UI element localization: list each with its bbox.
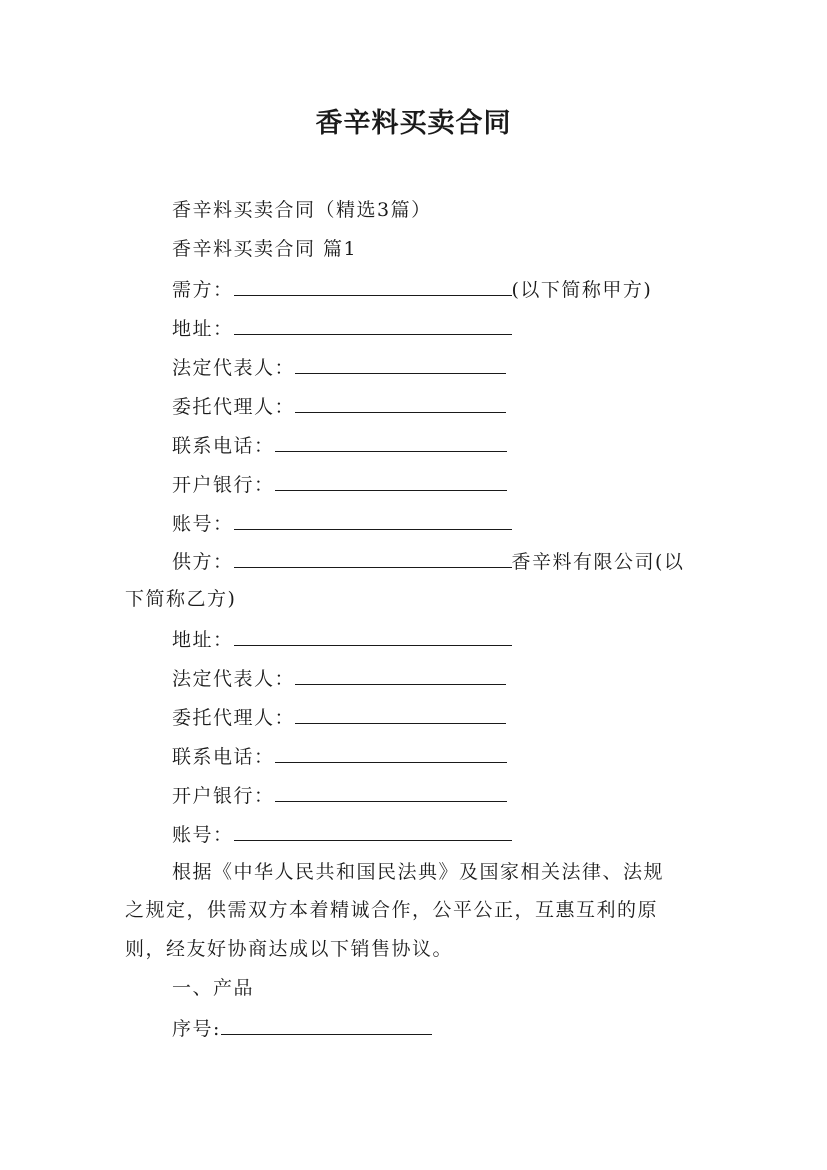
buyer-legal-rep-line (172, 347, 506, 386)
seller-party-suffix-cont: 下简称乙方) (125, 588, 237, 610)
seller-address-label: 地址： (172, 629, 234, 651)
page-title: 香辛料买卖合同 (315, 108, 512, 139)
seller-legal-rep-blank[interactable] (295, 658, 506, 685)
seller-bank-label: 开户银行： (172, 785, 275, 807)
seller-phone-line (172, 736, 507, 775)
buyer-address-blank[interactable] (234, 308, 512, 335)
basis-line-2: 之规定，供需双方本着精诚合作，公平公正，互惠互利的原 (125, 899, 659, 921)
basis-line-3: 则，经友好协商达成以下销售协议。 (125, 938, 454, 960)
buyer-party-blank[interactable] (234, 269, 512, 296)
seller-agent-blank[interactable] (295, 697, 506, 724)
seller-legal-rep-line (172, 658, 506, 697)
seller-phone-label: 联系电话： (172, 746, 275, 768)
seller-party-suffix: 香辛料有限公司(以 (511, 551, 685, 573)
seller-party-blank[interactable] (234, 541, 512, 568)
seller-account-label: 账号： (172, 824, 234, 846)
buyer-legal-rep-blank[interactable] (295, 347, 506, 374)
buyer-phone-blank[interactable] (275, 425, 507, 452)
buyer-account-line (172, 503, 512, 542)
serial-line (172, 1008, 432, 1047)
seller-account-line (172, 814, 512, 853)
seller-bank-line (172, 775, 507, 814)
serial-label: 序号: (172, 1018, 221, 1040)
buyer-address-label: 地址： (172, 318, 234, 340)
buyer-address-line (172, 308, 512, 347)
buyer-agent-label: 委托代理人： (172, 396, 296, 418)
buyer-legal-rep-label: 法定代表人： (172, 357, 296, 379)
seller-bank-blank[interactable] (275, 775, 507, 802)
buyer-agent-line (172, 386, 506, 425)
buyer-bank-line (172, 464, 507, 503)
buyer-account-blank[interactable] (234, 503, 512, 530)
section-heading-product: 一、产品 (172, 977, 255, 999)
seller-party-label: 供方： (172, 551, 234, 573)
part-heading: 香辛料买卖合同 篇1 (172, 238, 358, 260)
buyer-party-label: 需方： (172, 279, 234, 301)
seller-agent-label: 委托代理人： (172, 707, 296, 729)
seller-address-blank[interactable] (234, 619, 512, 646)
buyer-account-label: 账号： (172, 513, 234, 535)
collection-title: 香辛料买卖合同（精选3篇） (172, 199, 432, 221)
buyer-agent-blank[interactable] (295, 386, 506, 413)
buyer-bank-blank[interactable] (275, 464, 507, 491)
buyer-phone-label: 联系电话： (172, 435, 275, 457)
basis-line-1: 根据《中华人民共和国民法典》及国家相关法律、法规 (172, 861, 665, 883)
buyer-party-line (172, 269, 652, 308)
seller-legal-rep-label: 法定代表人： (172, 668, 296, 690)
seller-phone-blank[interactable] (275, 736, 507, 763)
seller-account-blank[interactable] (234, 814, 512, 841)
seller-address-line (172, 619, 512, 658)
seller-agent-line (172, 697, 506, 736)
buyer-bank-label: 开户银行： (172, 474, 275, 496)
seller-party-line (172, 541, 684, 580)
serial-blank[interactable] (221, 1008, 432, 1035)
buyer-phone-line (172, 425, 507, 464)
buyer-party-suffix: (以下简称甲方) (511, 279, 653, 301)
